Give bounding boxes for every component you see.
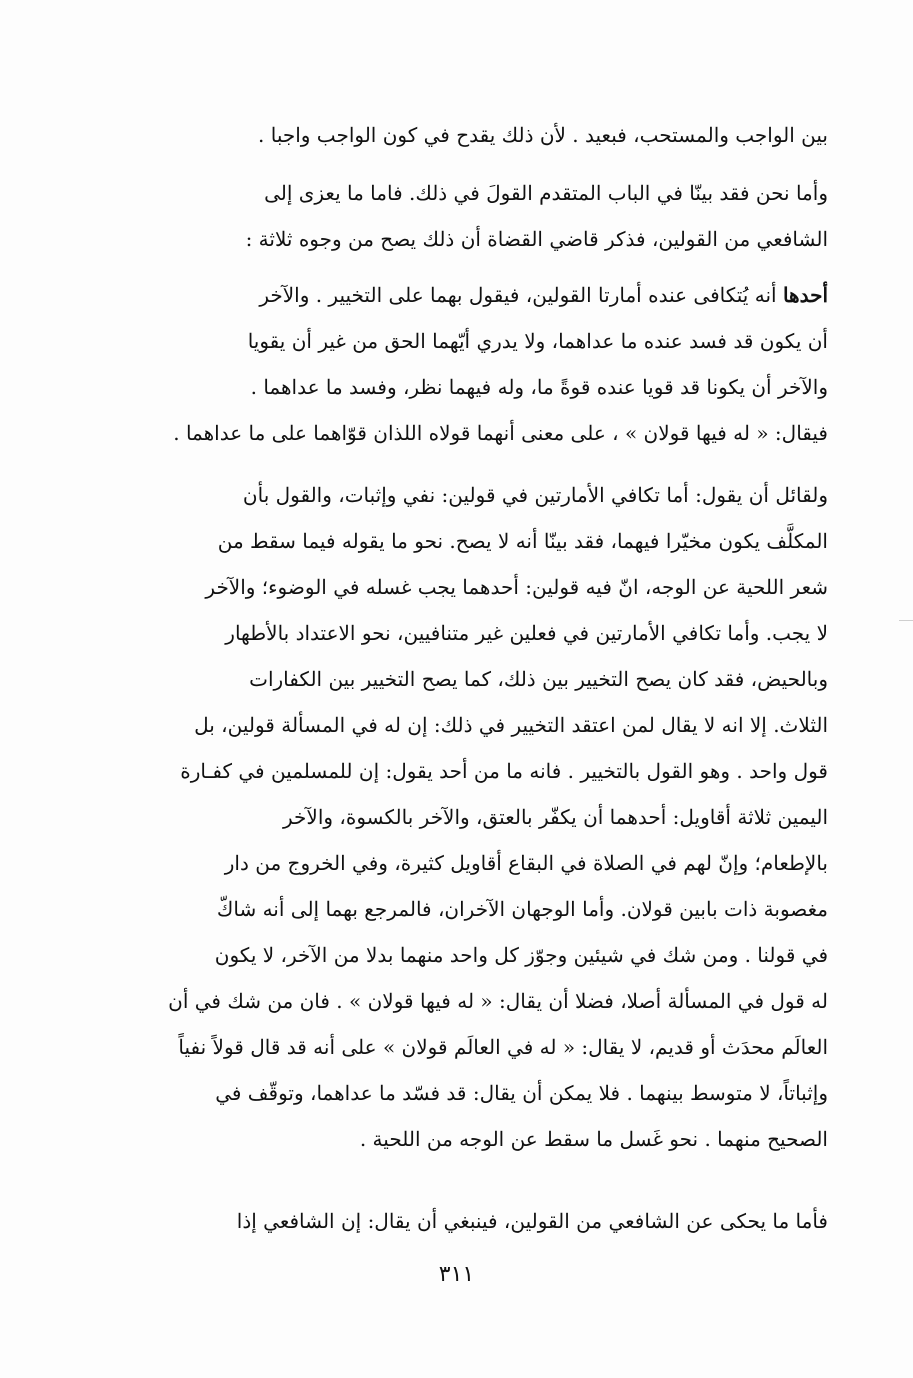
paragraph-5: [128, 1198, 828, 1244]
scan-edge-mark: [899, 620, 913, 621]
page-number: ٣١١: [438, 1262, 475, 1287]
page-body: [128, 112, 828, 1244]
paragraph-3-text: أنه يُتكافى عنده أمارتا القولين، فيقول بهما على التخيير . والآخر أن يكون قد فسد عنده ما عداهما، ولا يدري أيّهما الحق من غير أن يقويا والآخر أن يكونا قد قويا عنده قوةً ما، وله فيهما نظر، وفسد ما عداهما . فيقال: « له فيها قولان » ، على معنى أنهما قولاه اللذان قوّاهما على ما عداهما .: [173, 283, 828, 445]
paragraph-3-lead-word: أحدها: [782, 283, 828, 307]
paragraph-2: [128, 170, 828, 262]
paragraph-4-text: ولقائل أن يقول: أما تكافي الأمارتين في قولين: نفي وإثبات، والقول بأن المكلَّف يكون مخيّرا فيهما، فقد بينّا أنه لا يصح. نحو ما يقوله فيما سقط من شعر اللحية عن الوجه، انّ فيه قولين: أحدهما يجب غسله في الوضوء؛ والآخر لا يجب. وأما تكافي الأمارتين في فعلين غير متنافيين، نحو الاعتداد بالأطهار وبالحيض، فقد كان يصح التخيير بين ذلك، كما يصح التخيير بين الكفارات الثلاث. إلا انه لا يقال لمن اعتقد التخيير في ذلك: إن له في المسألة قولين، بل قول واحد . وهو القول بالتخيير . فانه ما من أحد يقول: إن للمسلمين في كفـارة اليمين ثلاثة أقاويل: أحدهما أن يكفّر بالعتق، والآخر بالكسوة، والآخر بالإطعام؛ وإنّ لهم في الصلاة في البقاع أقاويل كثيرة، وفي الخروج من دار مغصوبة ذات بابين قولان. وأما الوجهان الآخران، فالمرجع بهما إلى أنه شاكّ في قولنا . ومن شك في شيئين وجوّز كل واحد منهما بدلا من الآخر، لا يكون له قول في المسألة أصلا، فضلا أن يقال: « له فيها قولان » . فان من شك في أن العالَم محدَث أو قديم، لا يقال: « له في العالَم قولان » على أنه قد قال قولاً نفياً وإثباتاً، لا متوسط بينهما . فلا يمكن أن يقال: قد فسّد ما عداهما، وتوقّف في الصحيح منهما . نحو غَسل ما سقط عن الوجه من اللحية .: [168, 483, 828, 1151]
paragraph-5-text: فأما ما يحكى عن الشافعي من القولين، فينبغي أن يقال: إن الشافعي إذا: [236, 1209, 828, 1233]
paragraph-1-text: بين الواجب والمستحب، فبعيد . لأن ذلك يقدح في كون الواجب واجبا .: [258, 123, 828, 147]
paragraph-2-text: وأما نحن فقد بينّا في الباب المتقدم القولَ في ذلك. فاما ما يعزى إلى الشافعي من القولين، فذكر قاضي القضاة أن ذلك يصح من وجوه ثلاثة :: [245, 181, 828, 251]
paragraph-1: [128, 112, 828, 158]
paragraph-4: [128, 472, 828, 1162]
paragraph-3: [128, 272, 828, 456]
